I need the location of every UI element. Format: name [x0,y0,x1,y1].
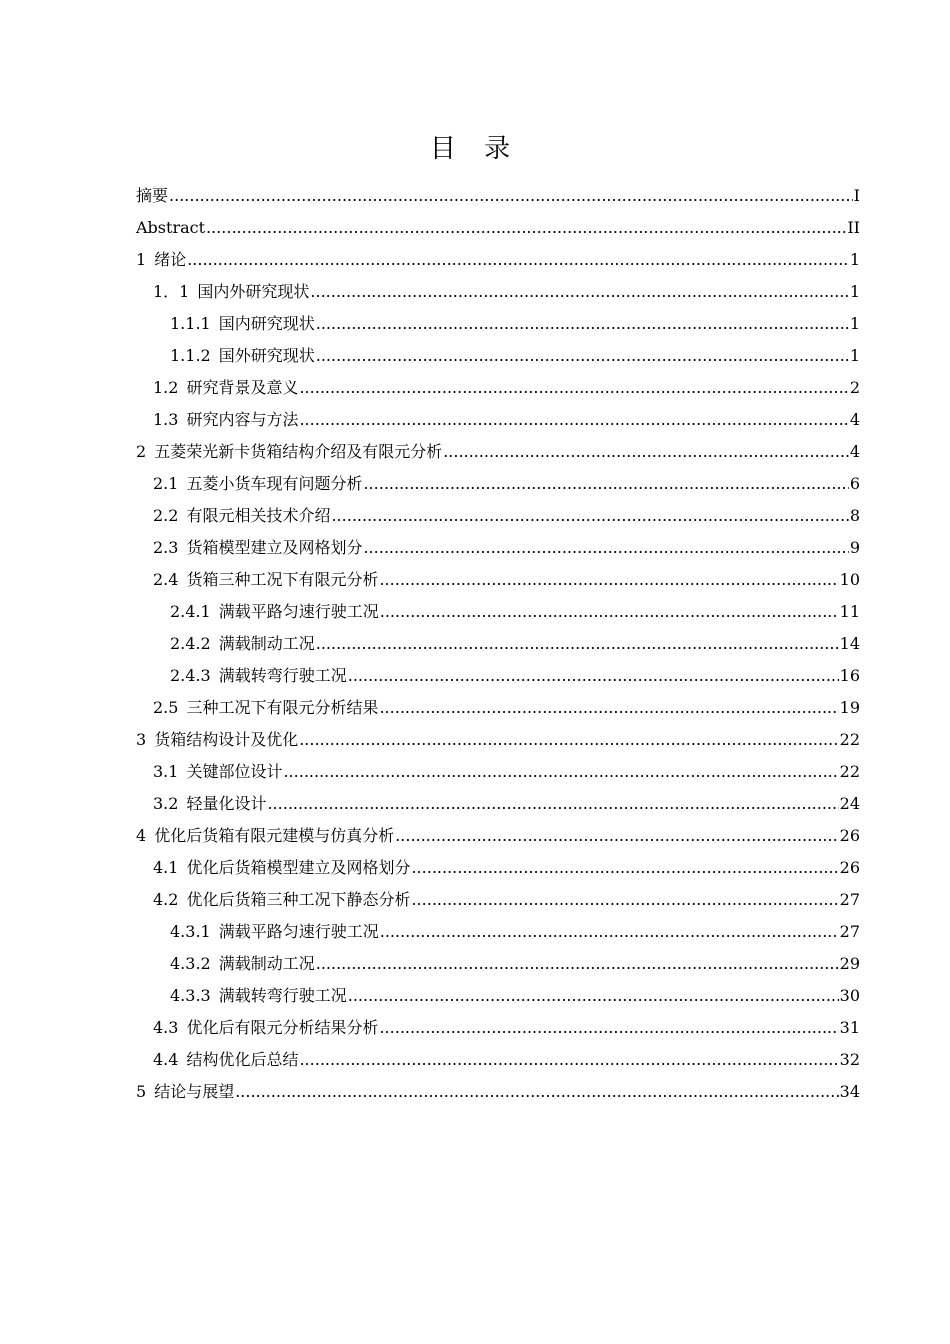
toc-entry-title: 满载平路匀速行驶工况 [218,922,379,941]
toc-entry[interactable] [136,404,860,436]
toc-entry-page: 31 [839,1018,860,1037]
toc-entry-number: 1.1.1 [170,314,211,333]
toc-entry-page: 34 [839,1082,860,1101]
toc-entry-number: 1.2 [153,378,179,397]
toc-entry-title: 有限元相关技术介绍 [186,506,331,525]
toc-entry-page: 6 [849,474,860,493]
toc-entry-page: 19 [839,698,860,717]
toc-entry[interactable] [136,980,860,1012]
toc-entry-number: 4.3.1 [170,922,211,941]
toc-entry-page: 16 [839,666,860,685]
toc-entry[interactable] [136,340,860,372]
toc-dot-leader [169,180,853,212]
toc-entry-title: 结论与展望 [154,1082,235,1101]
toc-entry-page: 22 [839,730,860,749]
toc-entry-title: 结构优化后总结 [186,1050,299,1069]
toc-dot-leader [187,244,849,276]
toc-entry-title: 国外研究现状 [218,346,315,365]
toc-dot-leader [299,1044,838,1076]
toc-dot-leader [379,1012,838,1044]
toc-entry[interactable] [136,436,860,468]
toc-entry-page: 1 [849,314,860,333]
toc-entry-number: 2.4 [153,570,179,589]
toc-entry-page: 10 [839,570,860,589]
toc-dot-leader [299,724,838,756]
toc-entry-page: 11 [839,602,860,621]
toc-entry-page: 4 [849,410,860,429]
toc-dot-leader [316,628,839,660]
toc-entry[interactable] [136,1044,860,1076]
toc-dot-leader [363,532,848,564]
toc-entry-number: 1 [136,250,147,269]
toc-entry[interactable] [136,756,860,788]
toc-dot-leader [380,596,839,628]
toc-entry-title: 优化后货箱三种工况下静态分析 [186,890,411,909]
toc-entry[interactable] [136,1012,860,1044]
toc-entry[interactable] [136,948,860,980]
toc-entry-page: I [853,186,860,205]
toc-entry[interactable] [136,180,860,212]
toc-entry-title: 国内研究现状 [218,314,315,333]
table-of-contents [136,180,860,1108]
toc-entry-title: 满载平路匀速行驶工况 [218,602,379,621]
toc-entry-title: 货箱结构设计及优化 [154,730,299,749]
toc-entry-page: 1 [849,282,860,301]
toc-entry-number: 2.5 [153,698,179,717]
toc-dot-leader [348,980,839,1012]
toc-entry-page: 2 [849,378,860,397]
toc-dot-leader [310,276,848,308]
toc-entry-number: 2.4.2 [170,634,211,653]
toc-entry[interactable] [136,660,860,692]
toc-entry[interactable] [136,852,860,884]
toc-entry[interactable] [136,820,860,852]
toc-entry-page: 27 [839,890,860,909]
toc-entry-number: 2.4.1 [170,602,211,621]
toc-entry-number: 3.1 [153,762,179,781]
toc-entry-page: 32 [839,1050,860,1069]
toc-entry-title: 三种工况下有限元分析结果 [186,698,379,717]
toc-entry[interactable] [136,276,860,308]
toc-dot-leader [267,788,838,820]
toc-entry[interactable] [136,1076,860,1108]
toc-entry-number: 2.2 [153,506,179,525]
toc-entry-title: 满载转弯行驶工况 [218,986,347,1005]
toc-entry-page: 26 [839,826,860,845]
toc-entry-title: 轻量化设计 [186,794,267,813]
toc-entry-title: 优化后有限元分析结果分析 [186,1018,379,1037]
toc-entry-number: 4.2 [153,890,179,909]
toc-entry-title: 优化后货箱有限元建模与仿真分析 [154,826,395,845]
toc-entry[interactable] [136,372,860,404]
toc-entry-number: 4.3.2 [170,954,211,973]
toc-entry-number: 1．1 [153,282,190,301]
toc-dot-leader [331,500,848,532]
toc-entry-page: 1 [849,346,860,365]
toc-entry-page: 27 [839,922,860,941]
toc-entry-title: 货箱三种工况下有限元分析 [186,570,379,589]
toc-entry-title: 研究内容与方法 [186,410,299,429]
toc-dot-leader [379,564,838,596]
toc-dot-leader [380,916,839,948]
toc-entry-number: 3 [136,730,147,749]
toc-entry[interactable] [136,308,860,340]
toc-entry-page: 30 [839,986,860,1005]
toc-entry[interactable] [136,884,860,916]
toc-entry-page: 4 [849,442,860,461]
toc-entry[interactable] [136,212,860,244]
toc-entry-number: 2.1 [153,474,179,493]
toc-dot-leader [411,852,838,884]
toc-entry-number: 2.4.3 [170,666,211,685]
toc-entry-page: II [847,218,860,237]
toc-entry[interactable] [136,500,860,532]
toc-dot-leader [235,1076,838,1108]
toc-entry-title: 五菱小货车现有问题分析 [186,474,363,493]
toc-entry[interactable] [136,244,860,276]
toc-entry-title: 绪论 [154,250,187,269]
toc-dot-leader [316,948,839,980]
toc-entry[interactable] [136,596,860,628]
toc-dot-leader [443,436,849,468]
toc-entry-title: 货箱模型建立及网格划分 [186,538,363,557]
toc-entry-title: 研究背景及意义 [186,378,299,397]
toc-entry[interactable] [136,468,860,500]
toc-entry-number: 1.1.2 [170,346,211,365]
toc-entry-title: 国内外研究现状 [197,282,310,301]
toc-dot-leader [395,820,838,852]
toc-entry-number: 2.3 [153,538,179,557]
toc-entry-title: 关键部位设计 [186,762,283,781]
toc-entry-title: 优化后货箱模型建立及网格划分 [186,858,411,877]
toc-entry-number: 1.3 [153,410,179,429]
toc-entry[interactable] [136,692,860,724]
toc-entry[interactable] [136,916,860,948]
toc-entry-title: 满载制动工况 [218,634,315,653]
toc-entry-title: 摘要 [136,186,169,205]
toc-dot-leader [316,340,849,372]
toc-entry-title: 满载转弯行驶工况 [218,666,347,685]
toc-entry-page: 9 [849,538,860,557]
toc-entry-page: 26 [839,858,860,877]
toc-dot-leader [379,692,838,724]
toc-entry-number: 3.2 [153,794,179,813]
toc-entry[interactable] [136,532,860,564]
toc-entry-page: 14 [839,634,860,653]
toc-entry-title: 满载制动工况 [218,954,315,973]
toc-dot-leader [348,660,839,692]
toc-dot-leader [316,308,849,340]
toc-entry-number: 4.1 [153,858,179,877]
toc-entry-page: 29 [839,954,860,973]
toc-dot-leader [299,372,848,404]
toc-dot-leader [206,212,846,244]
toc-entry-number: 4.4 [153,1050,179,1069]
toc-entry[interactable] [136,788,860,820]
toc-dot-leader [363,468,848,500]
toc-entry-page: 8 [849,506,860,525]
toc-entry[interactable] [136,564,860,596]
toc-entry-number: 5 [136,1082,147,1101]
toc-entry-page: 24 [839,794,860,813]
toc-entry[interactable] [136,628,860,660]
toc-entry-page: 22 [839,762,860,781]
page-title: 目 录 [429,134,521,164]
toc-entry-number: 4 [136,826,147,845]
toc-entry-number: 4.3.3 [170,986,211,1005]
toc-entry-page: 1 [849,250,860,269]
toc-entry-number: 4.3 [153,1018,179,1037]
toc-dot-leader [299,404,848,436]
toc-entry-number: 2 [136,442,147,461]
toc-dot-leader [411,884,838,916]
toc-entry[interactable] [136,724,860,756]
toc-entry-title: Abstract [136,218,206,237]
toc-entry-title: 五菱荣光新卡货箱结构介绍及有限元分析 [154,442,443,461]
toc-dot-leader [283,756,838,788]
